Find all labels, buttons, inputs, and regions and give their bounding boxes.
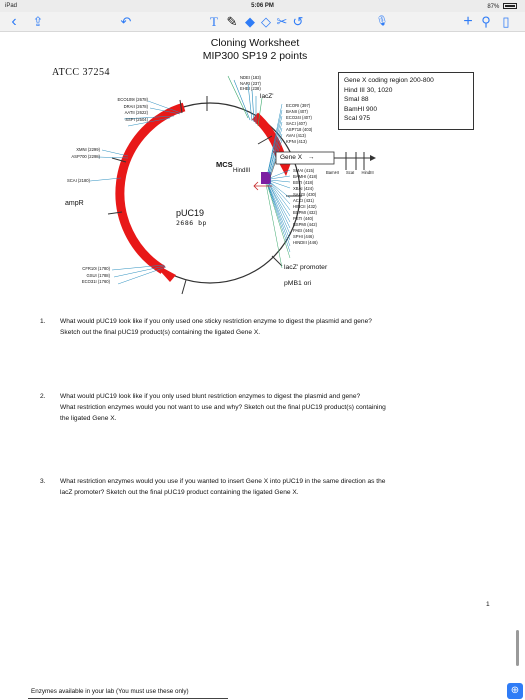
battery-percent: 87%: [487, 4, 500, 10]
page-subtitle: MIP300 SP19 2 points: [202, 50, 308, 62]
mcs-block: [261, 172, 271, 184]
site-label: HINDIII (446): [293, 240, 318, 245]
page-number: 1: [486, 601, 490, 608]
site-label: SSPI (2504): [125, 116, 148, 122]
gene-x-direction-icon: →: [307, 154, 315, 161]
atcc-label: ATCC 37254: [52, 67, 111, 78]
battery-indicator: [487, 3, 517, 10]
pen-tool-button[interactable]: ✎: [226, 14, 238, 29]
mcs-label: MCS: [216, 160, 233, 169]
text-tool-button[interactable]: T: [210, 14, 218, 29]
question-line: What would pUC19 look like if you only used blunt restriction enzymes to digest the plasmid and gene?: [60, 393, 361, 400]
site-label: BSTI (418): [293, 180, 314, 185]
left-leader-lines: [90, 101, 181, 284]
pmb1-ori-label: pMB1 ori: [284, 280, 312, 287]
shape-tool-button[interactable]: ↺: [292, 14, 304, 29]
plasmid-size: 2686 bp: [176, 219, 207, 227]
device-label: iPad: [5, 3, 18, 9]
question-number: 1.: [40, 318, 46, 325]
add-button[interactable]: +: [463, 13, 473, 30]
gene-x-connector: [270, 160, 276, 178]
site-label: ACCI (431): [293, 198, 314, 203]
site-label: SPHI (446): [293, 234, 314, 239]
question-number: 2.: [40, 393, 46, 400]
share-button[interactable]: ⇪: [32, 14, 44, 29]
site-label: XBAI (424): [293, 186, 314, 191]
site-label: NARI (237): [240, 80, 261, 86]
more-button[interactable]: ▯: [502, 14, 510, 29]
hindiii-label: HindIII: [233, 168, 251, 174]
site-label: SALGI (430): [293, 192, 317, 197]
site-label: NDEI (183): [240, 75, 261, 80]
site-label: ECO109I (2678): [117, 97, 148, 102]
mcs-leader-lines: [268, 104, 290, 252]
site-label: ECO24I (407): [286, 115, 312, 120]
gene-x-name: Gene X: [280, 154, 303, 161]
undo-button[interactable]: ↶: [120, 14, 132, 29]
status-bar: [0, 0, 525, 12]
site-label: BANII (407): [286, 109, 308, 114]
info-line: Hind III 30, 1020: [344, 86, 393, 94]
question-number: 3.: [40, 478, 46, 485]
lasso-tool-button[interactable]: ✂: [276, 14, 288, 29]
site-label: ASP718 (403): [286, 127, 313, 132]
question-text: [60, 316, 500, 338]
ampr-arc: [120, 107, 184, 270]
site-label: HINCII (432): [293, 204, 317, 209]
site-label: CFR10I (1780): [82, 266, 110, 271]
site-label: AATII (2622): [124, 110, 148, 115]
site-label: BAMHI (418): [293, 174, 318, 179]
site-label: AVAI (413): [286, 133, 306, 138]
site-label: EHEI (238): [240, 86, 261, 92]
site-label: BSPMI (442): [293, 222, 317, 227]
site-label: SACI (407): [286, 121, 307, 126]
status-time: 5:06 PM: [251, 3, 274, 9]
site-label: ScaI: [345, 170, 355, 175]
gene-x-box: [276, 152, 334, 164]
marker-tool-button[interactable]: ◆: [245, 14, 255, 29]
site-label: HindIII: [361, 170, 374, 175]
puc19-plasmid-map: [0, 33, 510, 303]
site-label: BamHI: [326, 170, 339, 175]
zoom-button[interactable]: ⊕: [507, 683, 523, 699]
site-label: XMNI (2299): [76, 147, 100, 152]
site-label: BSPMI (432): [293, 210, 317, 215]
battery-icon: [503, 3, 517, 9]
site-label: PSTI (440): [293, 216, 314, 221]
tick: [182, 280, 186, 294]
question-text: [60, 476, 500, 498]
info-line: BamHI 900: [344, 105, 377, 113]
lacz-top-label: lacZ': [260, 93, 274, 100]
question-line: lacZ promoter? Sketch out the final pUC19 product containing the ligated Gene X.: [60, 489, 299, 496]
ampr-label: ampR: [65, 200, 84, 207]
question-line: What restriction enzymes would you use if you wanted to insert Gene X into pUC19 in the same direction as the: [60, 478, 386, 485]
site-label: ECORI (397): [286, 103, 311, 108]
microphone-button[interactable]: 🎙: [375, 16, 389, 27]
top-leader-lines: [234, 80, 256, 124]
site-label: KPNI (413): [286, 139, 307, 144]
question-line: the ligated Gene X.: [60, 415, 117, 422]
footer-text: Enzymes available in your lab (You must use these only): [31, 688, 189, 695]
attach-button[interactable]: ⚲: [481, 14, 491, 29]
back-button[interactable]: ‹: [11, 13, 17, 30]
info-line: ScaI 975: [344, 115, 371, 122]
page-title: Cloning Worksheet: [210, 37, 300, 49]
site-label: SMAI (415): [293, 168, 315, 173]
site-label: PAEI (446): [293, 228, 314, 233]
site-label: ASP700 (2298): [71, 153, 100, 159]
question-text: [60, 391, 500, 424]
lacz-promoter-label: lacZ' promoter: [284, 264, 328, 271]
plasmid-name: pUC19: [176, 208, 205, 218]
question-line: Sketch out the final pUC19 product(s) containing the ligated Gene X.: [60, 329, 261, 336]
site-label: DRAII (2678): [123, 103, 148, 109]
scai-site-label: SCAI (2180): [66, 178, 90, 183]
annotation-toolbar: [0, 12, 525, 32]
site-label: ECO31I (1760): [81, 279, 110, 284]
scrollbar[interactable]: [516, 630, 519, 666]
footer-table-line: [28, 698, 228, 699]
question-line: What restriction enzymes would you not want to use and why? Sketch out the final pUC19 product(s) containing: [60, 404, 386, 411]
eraser-tool-button[interactable]: ◇: [261, 14, 271, 29]
info-line: SmaI 88: [344, 96, 369, 103]
gene-x-arrowhead: [370, 155, 376, 161]
info-line: Gene X coding region 200-800: [344, 77, 434, 84]
site-label: GSUI (1788): [86, 272, 110, 278]
question-line: What would pUC19 look like if you only used one sticky restriction enzyme to digest the plasmid and gene?: [60, 318, 372, 325]
